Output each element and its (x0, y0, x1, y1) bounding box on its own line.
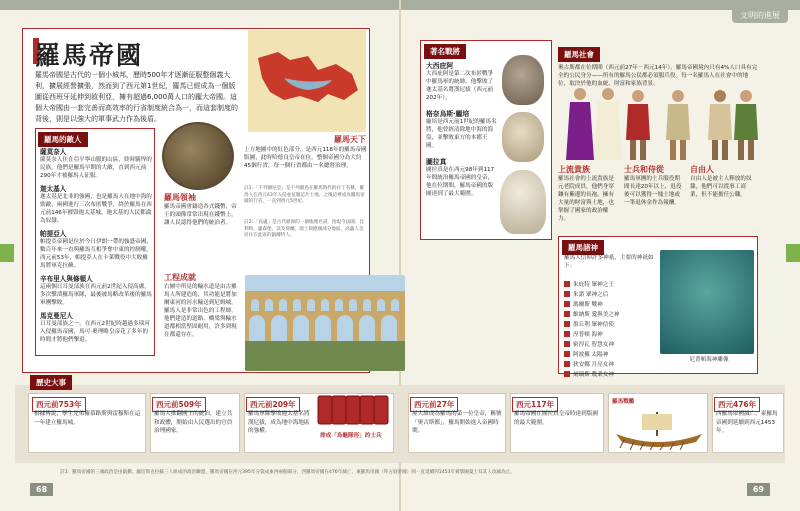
god-item: 維納斯 愛與美之神 (564, 310, 656, 318)
enemies-list (40, 146, 152, 344)
warship-image (612, 410, 706, 450)
map-caption: 羅馬天下 (334, 135, 366, 144)
event-text: 羅馬帝國在圖拉真皇帝時達到版圖的最大範圍。 (514, 411, 598, 426)
event-text: 屋大維成為羅馬的第一位皇帝，稱號「奧古斯都」，羅馬開始進入帝國時期。 (412, 411, 502, 434)
check-icon (564, 351, 570, 357)
check-icon (564, 291, 570, 297)
event-text: 根據傳說，孿生兄弟羅慕路斯與雷穆斯在這一年建立羅馬城。 (34, 411, 141, 426)
enemy-item: 帕提亞人 帕提亞帝國是位於今日伊朗一帶的強盛帝國，數百年來一直與羅馬互相爭奪中東的控制權，西元前53年，帕提亞人在卡萊戰役中大敗羅馬將軍克拉蘇。 (40, 230, 152, 269)
prev-arrow-icon[interactable] (0, 244, 14, 262)
enemy-item: 馬克曼尼人 日耳曼部族之一，在西元2世紀時越過多瑙河入侵羅馬帝國，馬可‧奧理略皇帝花了多年的時間才將他們擊退。 (40, 312, 150, 343)
enemies-heading: 羅馬的敵人 (38, 132, 88, 147)
enemy-item: 薩莫奈人 薩莫奈人住在亞平寧山脈的山區，終時驍悍的民族。他們是羅馬早期的大敵，直到西元前290年才被羅馬人征服。 (40, 148, 152, 179)
coin-image (162, 122, 234, 190)
event-text: 羅馬人推翻國王的統治，建立共和政體，開始由人民選出的官員治理國家。 (154, 411, 233, 434)
class-item: 自由人 自由人是被主人釋放的奴隸，他們可以從事工商業，但不能擔任公職。 (690, 165, 752, 198)
check-icon (564, 341, 570, 347)
gods-intro: 羅馬人信仰許多神祇，主要的神祇如下： (564, 255, 654, 269)
check-icon (564, 321, 570, 327)
roman-empire-map (248, 30, 366, 132)
check-icon (564, 361, 570, 367)
event-year: 西元117年 (512, 397, 558, 412)
neptune-mosaic (660, 250, 754, 354)
aqueduct-caption: 工程成就 右圖中所見的輸水道是由古羅馬人所建造的，其功能是將加爾東河的河水輸送到尼姆城。羅馬人是非常出色的工程師，他們建造的道路、橋梁與輸水道都相當堅固耐用，許多到現在都還存在。 (164, 273, 237, 338)
society-figures (560, 84, 760, 164)
intro-text: 羅馬帝國是古代的一個小城邦，歷時500年才逐漸征服整個義大利，擴展經營擴張，然而到了西元第1世紀，羅馬已經成為一個版圖從西班牙延伸到敘利亞，擁有超過6,000萬人口的龐大帝國。這個大帝國由一套完善而高效率的行省制度統合為一，而這套制度的背後，則是以強大的軍事武力作為後盾。 (35, 71, 238, 123)
enemy-item: 迦太基人 迦太基是北非的強國，也是羅馬人在地中海的勁敵，兩國進行三次布匿戰爭，終於羅馬在西元前146年摧毀迦太基城，迦太基的人民都淪為奴隸。 (40, 185, 152, 224)
event-text: 羅馬軍隊擊敗迦太基名將漢尼拔，成為地中海地區的強權。 (248, 411, 310, 434)
leader-item: 大西庇阿 大西庇阿是第二次布匿戰爭中羅馬軍的統帥，他擊敗了迦太基名將漢尼拔（西元前202年）。 (426, 62, 494, 101)
god-item: 阿波羅 太陽神 (564, 350, 656, 358)
leaders-list (426, 60, 498, 198)
coin-caption: 羅馬領袖 羅馬帝國會鑄造各式錢幣，帝王的頭像常常出現在錢幣上，讓人民認得他們的統治者。 (164, 193, 237, 226)
check-icon (564, 281, 570, 287)
god-item: 密涅瓦 智慧女神 (564, 340, 656, 348)
page-number-left: 68 (30, 483, 53, 496)
god-item: 朱諾 眾神之后 (564, 290, 656, 298)
testudo-image (316, 390, 392, 430)
note-1: 註1：「不列顛尼亞」是不列顛島在羅馬時代的拉丁名稱，羅馬人在西元43年入侵並征服這片土地，之後這裡成為羅馬帝國的行省，一直到西元5世紀。 (244, 186, 365, 205)
timeline-heading: 歷史大事 (30, 375, 72, 390)
check-icon (564, 331, 570, 337)
society-heading: 羅馬社會 (558, 47, 600, 62)
leader-item: 格奈烏斯‧龐培 龐培是西元前1世紀的羅馬名將，他曾經清除地中海的海盜，並擊敗東方的本都王國。 (426, 110, 497, 149)
bust-trajan (500, 170, 546, 234)
leader-item: 圖拉真 圖拉真是在西元98年到117年間統治羅馬帝國的皇帝，他在位期間，羅馬帝國的版圖達到了最大範圍。 (426, 158, 495, 197)
bust-scipio (502, 55, 544, 105)
check-icon (564, 311, 570, 317)
god-item: 墨丘利 眾神信使 (564, 320, 656, 328)
leaders-heading: 著名戰將 (424, 44, 466, 59)
aqueduct-photo (245, 275, 405, 371)
event-year: 西元前209年 (246, 397, 300, 412)
god-item: 朱庇特 眾神之王 (564, 280, 656, 288)
testudo-caption: 排成「烏龜隊形」的士兵 (320, 433, 382, 439)
society-section (558, 42, 758, 88)
god-item: 涅普頓 海神 (564, 330, 656, 338)
check-icon (564, 301, 570, 307)
note-2: 註2：「高盧」是古代歐洲的一個地理名詞，指現今法國、比利時、盧森堡，以及荷蘭、瑞士與德國部分地區。高盧人是居住在此區的凱爾特人。 (244, 220, 365, 239)
god-item: 刻瑞斯 農業女神 (564, 370, 656, 378)
page-number-right: 69 (747, 483, 770, 496)
god-item: 瑪爾斯 戰神 (564, 300, 656, 308)
bottom-note: 註3：羅馬帝國的三頭政治是由凱撒、龐培與克拉蘇三人組成的政治聯盟，羅馬帝國在西元395年分裂成東西兩個部分，西羅馬帝國在476年滅亡，東羅馬帝國（拜占庭帝國）則一直延續到1453年被鄂圖曼土耳其人攻滅為止。 (60, 470, 515, 475)
event-year: 西元476年 (714, 397, 760, 412)
map-text: 上方地圖中的紅色部分，是西元118年的羅馬帝國版圖，此時哈德良皇帝在位。整個帝國分為大約45個行省，每一個行省都由一名總督治理。 (244, 147, 367, 169)
god-item: 狄安娜 月亮女神 (564, 360, 656, 368)
event-year: 西元前753年 (32, 397, 86, 412)
event-year: 西元前27年 (410, 397, 458, 412)
next-arrow-icon[interactable] (786, 244, 800, 262)
topic-label: 文明的進展 (732, 8, 788, 23)
enemy-item: 辛布里人與條頓人 這兩個日耳曼部族在西元前2世紀入侵高盧，多次擊潰羅馬軍隊，最後被馬略改革後的羅馬軍團擊敗。 (40, 275, 152, 306)
ship-caption: 羅馬戰艦 (612, 399, 635, 405)
neptune-caption: 尼普頓海神雕像 (689, 357, 729, 363)
class-item: 上流貴族 羅馬社會的上流貴族是元老院成員，他們身穿鑲有紫邊的長袍，擁有大量的財富與土地，也掌握了國家的政治權力。 (558, 165, 614, 222)
check-icon (564, 371, 570, 377)
bust-pompey (502, 112, 544, 162)
gods-heading: 羅馬諸神 (562, 240, 604, 255)
class-item: 士兵和侍從 羅馬軍團的士兵服役期間長達20年以上，退役後可以獲得一塊土地或一筆退休金作為報酬。 (624, 165, 682, 206)
society-text: 奧古斯都在位期間（西元前27年－西元14年），羅馬帝國境內只有4%人口具有完全的公民身分——所有的羅馬公民都必須服兵役。每一名羅馬人在社會中的地位，取決於他的血統、財富和家族背景。 (558, 65, 758, 87)
page-title: 羅馬帝國 (35, 41, 144, 70)
gods-list (564, 280, 656, 380)
event-year: 西元前509年 (152, 397, 206, 412)
event-text: 西羅馬帝國滅亡，東羅馬帝國則延續到西元1453年。 (716, 411, 778, 434)
